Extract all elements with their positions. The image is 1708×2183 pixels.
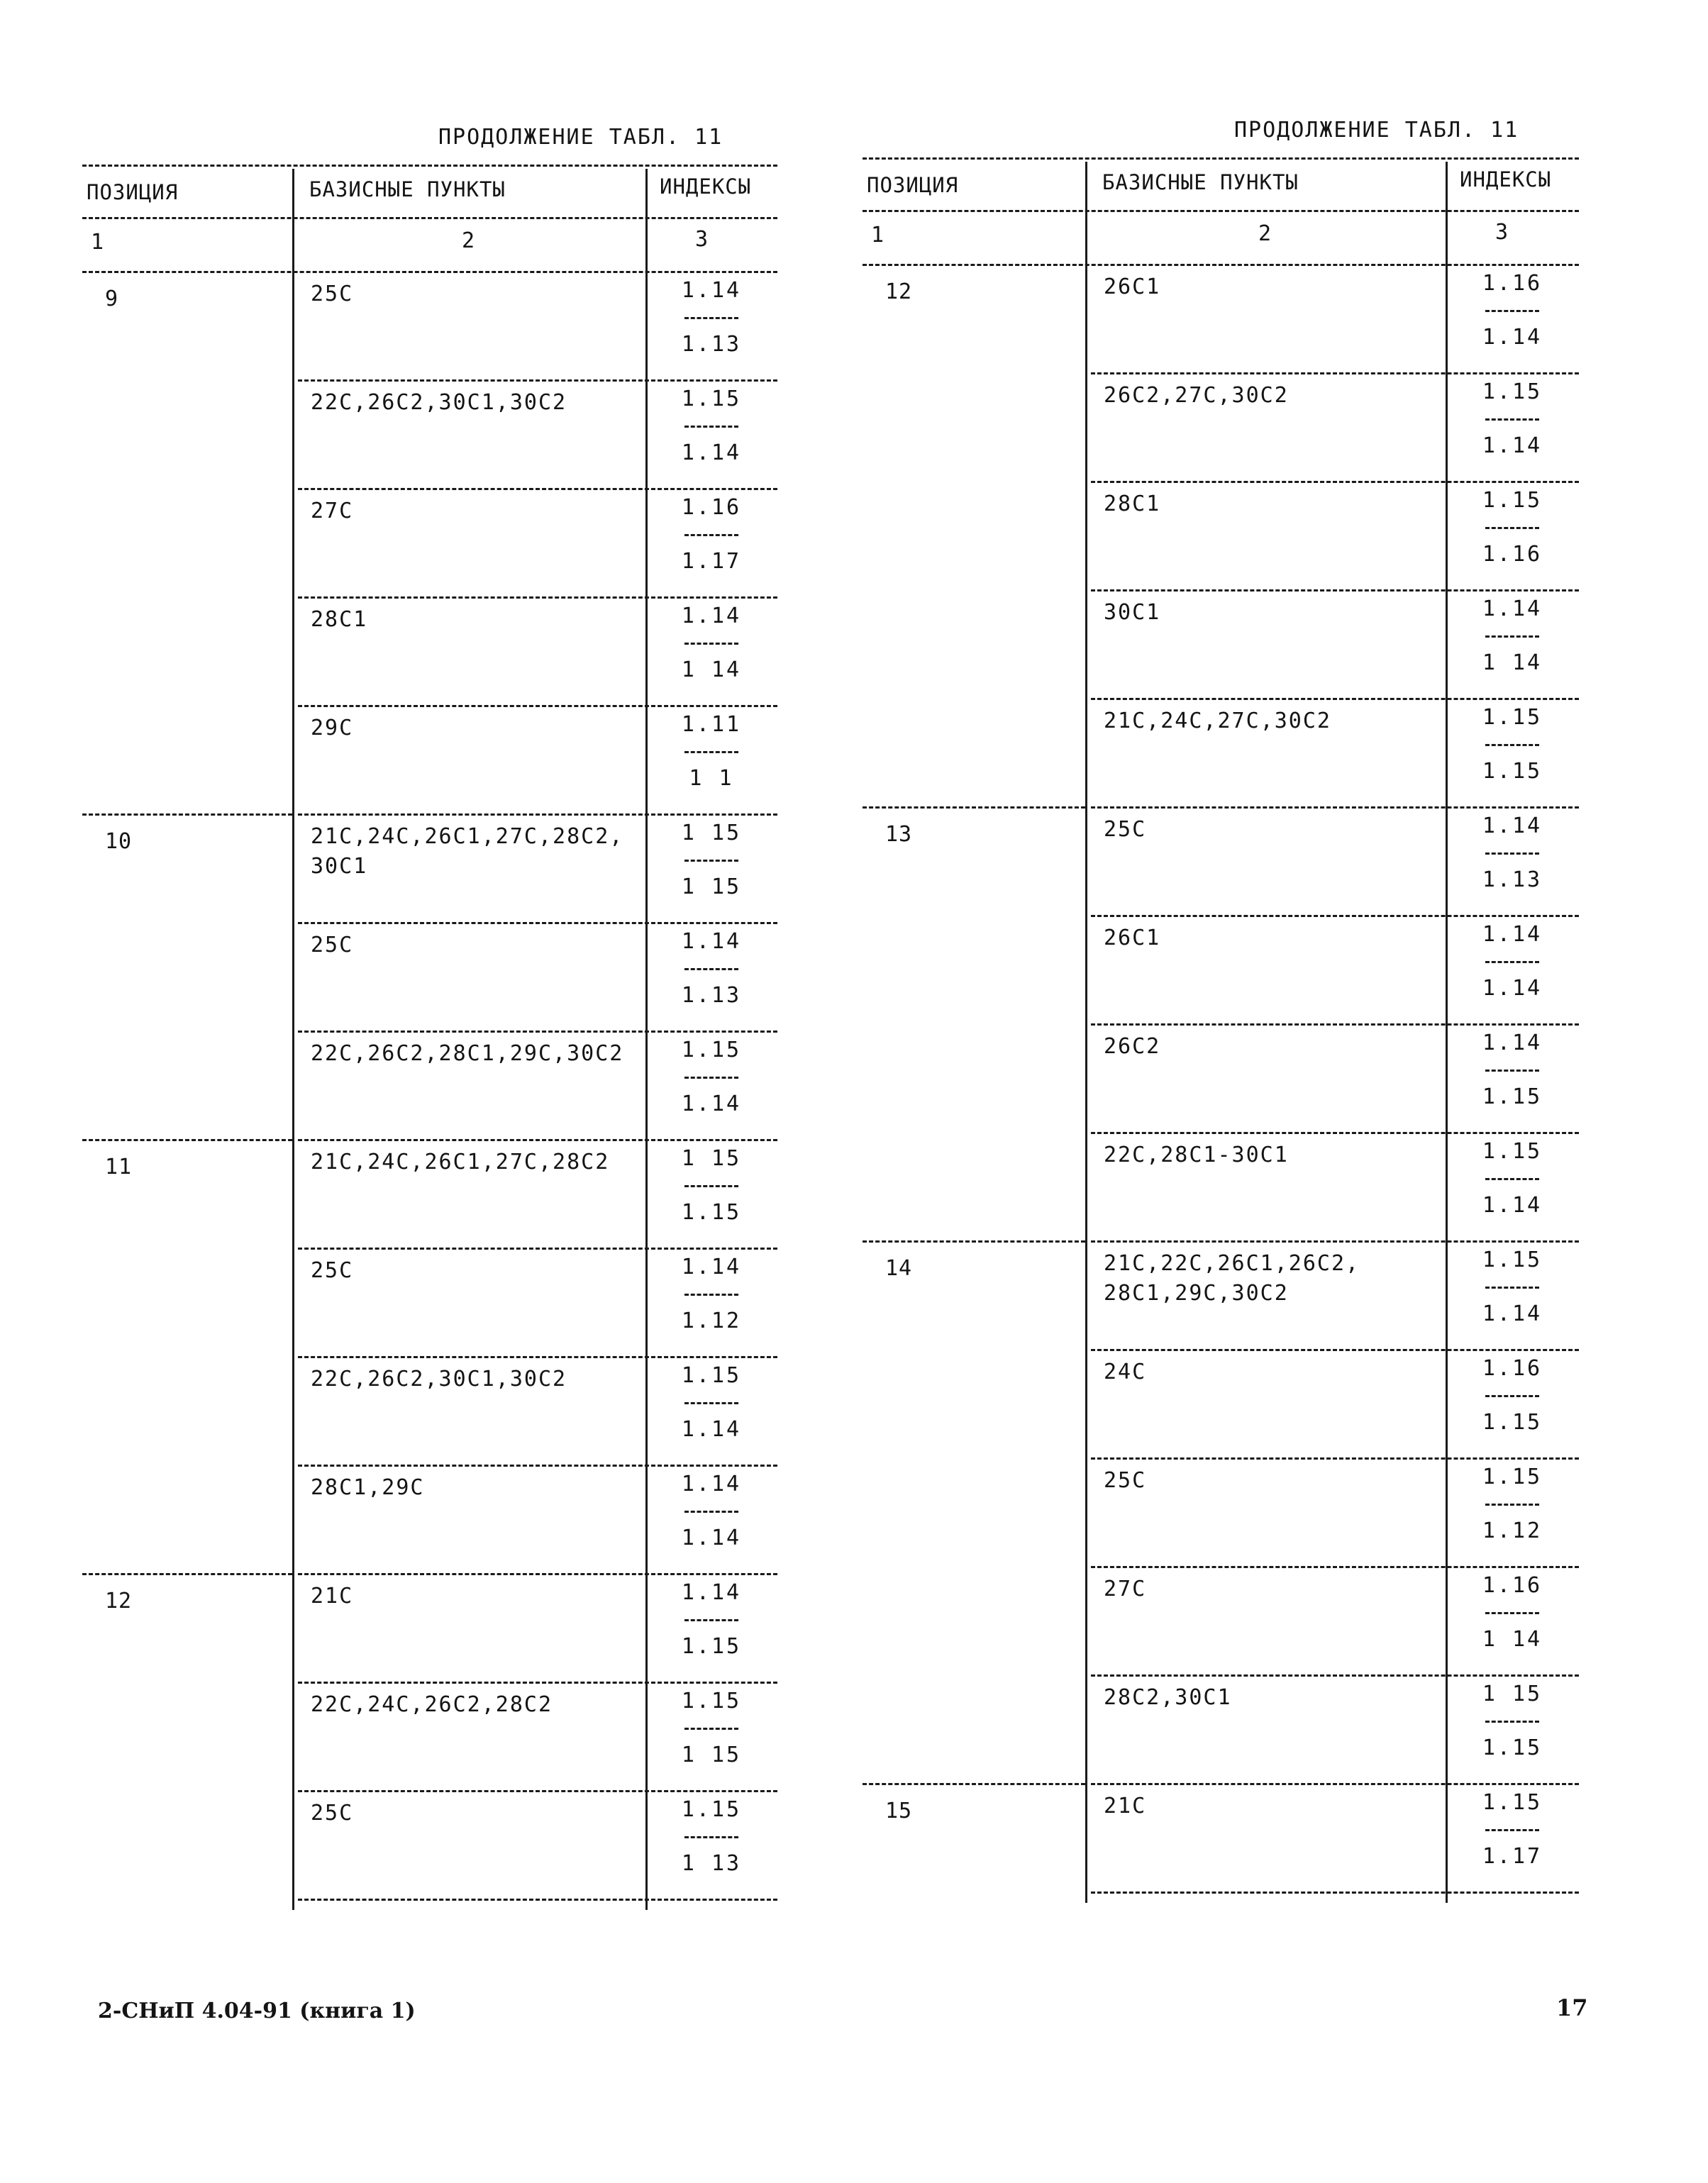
basis-points-line: 28C1,29C [311, 1475, 425, 1500]
header-rule [82, 217, 777, 219]
index-denominator: 1.15 [1482, 1084, 1543, 1109]
basis-points-line: 25C [1104, 1468, 1147, 1493]
basis-points [311, 713, 643, 743]
fraction-line [1485, 852, 1539, 855]
index-denominator: 1.12 [681, 1309, 742, 1333]
footer-publication: 2-СНиП 4.04-91 (книга 1) [98, 1999, 416, 2023]
index-denominator: 1.13 [681, 332, 742, 357]
index-numerator: 1.15 [1482, 1465, 1543, 1489]
index-denominator: 1.13 [681, 983, 742, 1008]
row-rule [1091, 806, 1579, 809]
index-numerator: 1.14 [681, 1472, 742, 1496]
index-denominator: 1.16 [1482, 542, 1543, 567]
index-numerator: 1.15 [681, 1797, 742, 1822]
basis-points-line: 24C [1104, 1360, 1147, 1384]
basis-points [1104, 1249, 1443, 1309]
index-numerator: 1.14 [1482, 1031, 1543, 1055]
basis-points-line: 28C1 [311, 607, 368, 632]
index-numerator: 1.14 [681, 278, 742, 303]
basis-points-line: 22C,26C2,28C1,29C,30C2 [311, 1041, 624, 1066]
basis-points-line: 21C,24C,27C,30C2 [1104, 709, 1331, 733]
row-rule [1091, 1023, 1579, 1026]
index-denominator: 1 1 [689, 766, 734, 791]
basis-points-line: 28C1 [1104, 491, 1161, 516]
basis-points-line: 25C [311, 1258, 354, 1283]
index-numerator: 1.16 [1482, 1356, 1543, 1381]
index-denominator: 1.14 [681, 440, 742, 465]
index-denominator: 1.14 [1482, 325, 1543, 350]
row-rule [298, 1573, 777, 1575]
fraction-line [684, 317, 738, 319]
basis-points [1104, 706, 1443, 736]
fraction-line [1485, 744, 1539, 746]
index-denominator: 1.15 [681, 1634, 742, 1659]
row-rule [1091, 1783, 1579, 1785]
index-numerator: 1.11 [681, 712, 742, 737]
fraction-line [684, 968, 738, 970]
basis-points [311, 1473, 643, 1503]
column-number-3: 3 [1495, 220, 1509, 245]
basis-points-line: 21C,24C,26C1,27C,28C2, [311, 824, 624, 849]
row-rule [298, 596, 777, 599]
basis-points [1104, 923, 1443, 953]
basis-points-line: 26C2,27C,30C2 [1104, 383, 1289, 408]
position-group-rule [863, 1240, 1085, 1243]
row-rule [1091, 589, 1579, 591]
position-number: 12 [885, 279, 913, 304]
position-group-rule [863, 806, 1085, 809]
index-numerator: 1.14 [681, 604, 742, 628]
index-denominator: 1.17 [1482, 1844, 1543, 1869]
basis-points [311, 1039, 643, 1069]
position-group-rule [863, 1783, 1085, 1785]
index-denominator: 1.17 [681, 549, 742, 574]
column-number-1: 1 [91, 230, 105, 255]
basis-points-line: 22C,26C2,30C1,30C2 [311, 1367, 567, 1392]
index-numerator: 1.14 [1482, 596, 1543, 621]
basis-points [311, 1582, 643, 1611]
header-basis: БАЗИСНЫЕ ПУНКТЫ [309, 177, 506, 201]
basis-points-line: 28C2,30C1 [1104, 1685, 1232, 1710]
fraction-line [1485, 635, 1539, 638]
index-numerator: 1.15 [1482, 379, 1543, 404]
fraction-line [684, 1619, 738, 1621]
fraction-line [1485, 1287, 1539, 1289]
column-number-3: 3 [695, 227, 709, 252]
header-indexes: ИНДЕКСЫ [1460, 167, 1552, 191]
index-numerator: 1.14 [681, 1255, 742, 1279]
fraction-line [684, 1402, 738, 1404]
basis-points [1104, 272, 1443, 302]
basis-points-line: 21C,22C,26C1,26C2, [1104, 1251, 1360, 1276]
left-table-caption: ПРОДОЛЖЕНИЕ ТАБЛ. 11 [438, 125, 723, 150]
position-number: 11 [105, 1155, 133, 1179]
index-numerator: 1 15 [681, 1146, 742, 1171]
basis-points [311, 1365, 643, 1394]
index-denominator: 1.14 [681, 1092, 742, 1116]
fraction-line [684, 643, 738, 645]
basis-points-line: 26C1 [1104, 274, 1161, 299]
table-top-rule [82, 165, 777, 167]
index-numerator: 1.15 [1482, 488, 1543, 513]
position-number: 12 [105, 1589, 133, 1613]
column-divider-3 [1446, 162, 1448, 1903]
basis-points-line: 21C [1104, 1794, 1147, 1818]
row-rule [1091, 372, 1579, 374]
basis-points-line: 27C [311, 499, 354, 523]
fraction-line [1485, 1612, 1539, 1614]
row-rule [298, 813, 777, 816]
row-rule [298, 1682, 777, 1684]
basis-points-line: 27C [1104, 1577, 1147, 1601]
header-indexes: ИНДЕКСЫ [660, 174, 752, 199]
index-denominator: 1.14 [1482, 1193, 1543, 1218]
row-rule [298, 1790, 777, 1792]
fraction-line [684, 751, 738, 753]
index-numerator: 1.15 [1482, 1790, 1543, 1815]
basis-points-line: 30C1 [311, 854, 368, 879]
index-numerator: 1.16 [1482, 271, 1543, 296]
header-rule [863, 210, 1579, 212]
index-numerator: 1.14 [1482, 922, 1543, 947]
index-denominator: 1.14 [1482, 1301, 1543, 1326]
fraction-line [1485, 1070, 1539, 1072]
row-rule [298, 1465, 777, 1467]
fraction-line [684, 1511, 738, 1513]
position-number: 13 [885, 822, 913, 847]
basis-points [1104, 1683, 1443, 1713]
fraction-line [684, 860, 738, 862]
row-rule [298, 922, 777, 924]
index-numerator: 1.15 [681, 1689, 742, 1713]
index-numerator: 1 15 [1482, 1682, 1543, 1706]
index-denominator: 1.15 [681, 1200, 742, 1225]
index-denominator: 1 15 [681, 874, 742, 899]
header-position: ПОЗИЦИЯ [867, 173, 959, 197]
index-denominator: 1.14 [681, 1417, 742, 1442]
basis-points-line: 25C [311, 933, 354, 957]
basis-points-line: 25C [311, 282, 354, 306]
index-denominator: 1 13 [681, 1851, 742, 1876]
table-top-rule [863, 157, 1579, 160]
fraction-line [684, 534, 738, 536]
row-rule [1091, 481, 1579, 483]
row-rule [298, 1248, 777, 1250]
column-divider-2 [1085, 162, 1087, 1903]
basis-points [1104, 489, 1443, 519]
index-denominator: 1.15 [1482, 1410, 1543, 1435]
position-number: 10 [105, 829, 133, 854]
row-rule [298, 1031, 777, 1033]
row-rule [1091, 1457, 1579, 1460]
index-numerator: 1.14 [1482, 813, 1543, 838]
basis-points-line: 26C2 [1104, 1034, 1161, 1059]
index-numerator: 1.15 [681, 1038, 742, 1062]
index-numerator: 1.14 [681, 929, 742, 954]
fraction-line [684, 1836, 738, 1838]
basis-points [1104, 381, 1443, 411]
fraction-line [684, 1294, 738, 1296]
fraction-line [1485, 1829, 1539, 1831]
row-rule [1091, 915, 1579, 917]
index-denominator: 1 15 [681, 1743, 742, 1767]
fraction-line [1485, 1178, 1539, 1180]
basis-points [1104, 1032, 1443, 1062]
basis-points [1104, 815, 1443, 845]
basis-points-line: 28C1,29C,30C2 [1104, 1281, 1289, 1306]
basis-points [311, 1690, 643, 1720]
index-denominator: 1 14 [681, 657, 742, 682]
fraction-line [1485, 310, 1539, 312]
index-numerator: 1.15 [1482, 1139, 1543, 1164]
index-numerator: 1.15 [1482, 705, 1543, 730]
fraction-line [1485, 961, 1539, 963]
index-denominator: 1.15 [1482, 759, 1543, 784]
index-denominator: 1.14 [1482, 976, 1543, 1001]
basis-points [1104, 1140, 1443, 1170]
basis-points-line: 22C,24C,26C2,28C2 [311, 1692, 553, 1717]
index-numerator: 1.15 [1482, 1248, 1543, 1272]
column-number-2: 2 [462, 228, 476, 253]
fraction-line [1485, 527, 1539, 529]
position-number: 15 [885, 1799, 913, 1823]
index-denominator: 1.12 [1482, 1518, 1543, 1543]
basis-points [1104, 1466, 1443, 1496]
index-denominator: 1 14 [1482, 1627, 1543, 1652]
basis-points [311, 388, 643, 418]
row-rule [1091, 1132, 1579, 1134]
fraction-line [684, 1728, 738, 1730]
row-rule [1091, 1566, 1579, 1568]
index-numerator: 1.15 [681, 1363, 742, 1388]
row-rule [298, 379, 777, 382]
column-number-2: 2 [1258, 221, 1272, 246]
fraction-line [684, 1185, 738, 1187]
row-rule [298, 488, 777, 490]
basis-points [1104, 1574, 1443, 1604]
fraction-line [684, 1077, 738, 1079]
index-numerator: 1.15 [681, 387, 742, 411]
fraction-line [684, 426, 738, 428]
basis-points-line: 21C [311, 1584, 354, 1609]
position-group-rule [82, 1573, 292, 1575]
basis-points-line: 25C [311, 1801, 354, 1826]
row-rule [298, 1356, 777, 1358]
right-table-caption: ПРОДОЛЖЕНИЕ ТАБЛ. 11 [1234, 118, 1519, 143]
basis-points [311, 822, 643, 882]
position-number: 14 [885, 1256, 913, 1281]
row-rule [1091, 1240, 1579, 1243]
basis-points [311, 1148, 643, 1177]
index-numerator: 1.16 [681, 495, 742, 520]
basis-points [1104, 1357, 1443, 1387]
column-number-rule [863, 264, 1579, 266]
index-denominator: 1.15 [1482, 1735, 1543, 1760]
basis-points-line: 22C,28C1-30C1 [1104, 1143, 1289, 1167]
column-divider-2 [292, 169, 294, 1910]
index-denominator: 1.14 [1482, 433, 1543, 458]
position-number: 9 [105, 287, 119, 311]
basis-points-line: 30C1 [1104, 600, 1161, 625]
basis-points-line: 22C,26C2,30C1,30C2 [311, 390, 567, 415]
basis-points [311, 279, 643, 309]
basis-points [1104, 1792, 1443, 1821]
column-number-1: 1 [871, 223, 885, 248]
row-rule [1091, 1349, 1579, 1351]
index-denominator: 1.14 [681, 1526, 742, 1550]
basis-points [311, 931, 643, 960]
index-numerator: 1.14 [681, 1580, 742, 1605]
fraction-line [1485, 1504, 1539, 1506]
table-bottom-rule [1091, 1892, 1579, 1894]
fraction-line [1485, 1395, 1539, 1397]
fraction-line [1485, 1721, 1539, 1723]
basis-points-line: 29C [311, 716, 354, 740]
position-group-rule [82, 1139, 292, 1141]
basis-points [311, 1799, 643, 1828]
fraction-line [1485, 418, 1539, 421]
header-position: ПОЗИЦИЯ [87, 180, 179, 204]
row-rule [1091, 1674, 1579, 1677]
basis-points [1104, 598, 1443, 628]
position-group-rule [82, 813, 292, 816]
basis-points [311, 1256, 643, 1286]
row-rule [298, 705, 777, 707]
basis-points [311, 605, 643, 635]
column-divider-3 [645, 169, 648, 1910]
basis-points [311, 496, 643, 526]
column-number-rule [82, 271, 777, 273]
index-denominator: 1 14 [1482, 650, 1543, 675]
page-number: 17 [1556, 1994, 1588, 2021]
row-rule [1091, 698, 1579, 700]
row-rule [298, 1139, 777, 1141]
basis-points-line: 25C [1104, 817, 1147, 842]
table-bottom-rule [298, 1899, 777, 1901]
header-basis: БАЗИСНЫЕ ПУНКТЫ [1102, 170, 1299, 194]
index-numerator: 1 15 [681, 821, 742, 845]
index-denominator: 1.13 [1482, 867, 1543, 892]
index-numerator: 1.16 [1482, 1573, 1543, 1598]
basis-points-line: 21C,24C,26C1,27C,28C2 [311, 1150, 610, 1174]
basis-points-line: 26C1 [1104, 926, 1161, 950]
